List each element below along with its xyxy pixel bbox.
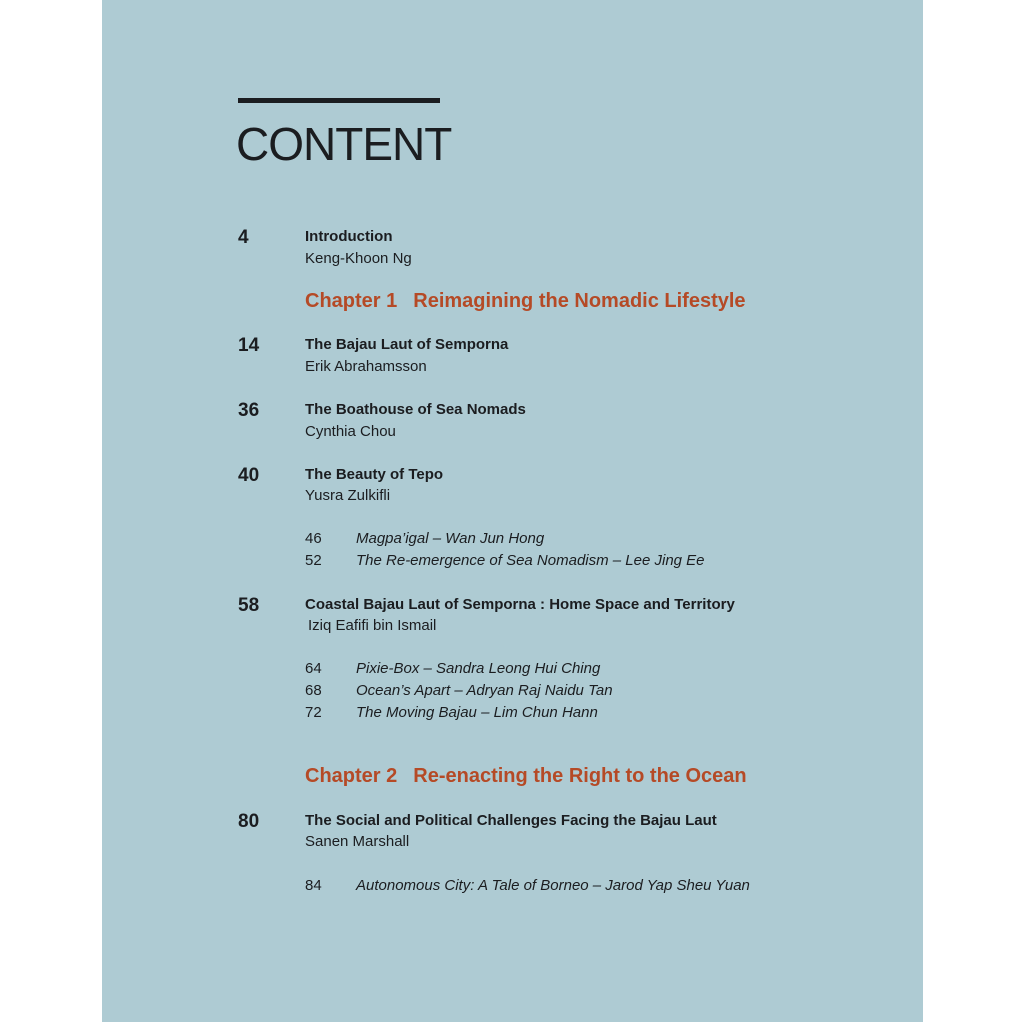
entry-author: Erik Abrahamsson (305, 358, 427, 375)
entry-title: Introduction (305, 228, 393, 245)
entry-author: Yusra Zulkifli (305, 487, 391, 504)
sub-entry-page-number: 52 (305, 552, 322, 569)
entry-title: The Boathouse of Sea Nomads (305, 401, 526, 418)
chapter-heading (305, 765, 747, 788)
entry-title: The Bajau Laut of Semporna (305, 336, 509, 353)
entry-page-number: 58 (238, 595, 260, 616)
chapter-number: Chapter 2 (305, 765, 398, 787)
chapter-title: Re-enacting the Right to the Ocean (413, 765, 747, 787)
entry-author: Sanen Marshall (305, 833, 410, 850)
sub-entry-text: Pixie-Box – Sandra Leong Hui Ching (356, 660, 601, 677)
sub-entry-text: Autonomous City: A Tale of Borneo – Jarod Yap Sheu Yuan (356, 877, 750, 894)
entry-title: The Beauty of Tepo (305, 466, 444, 483)
entry-author: Cynthia Chou (305, 423, 396, 440)
page-title: CONTENT (236, 118, 452, 170)
entry-title: The Social and Political Challenges Facing the Bajau Laut (305, 812, 717, 829)
sub-entry-page-number: 72 (305, 704, 322, 721)
entry-author: Keng-Khoon Ng (305, 250, 412, 267)
contents-page (102, 0, 923, 1022)
entry-page-number: 4 (238, 227, 249, 248)
sub-entry-text: Ocean’s Apart – Adryan Raj Naidu Tan (356, 682, 613, 699)
entry-title: Coastal Bajau Laut of Semporna : Home Space and Territory (305, 596, 735, 613)
chapter-number: Chapter 1 (305, 290, 398, 312)
sub-entry-page-number: 64 (305, 660, 322, 677)
chapter-title: Reimagining the Nomadic Lifestyle (413, 290, 746, 312)
sub-entry-page-number: 46 (305, 530, 322, 547)
entry-page-number: 80 (238, 811, 260, 832)
entry-page-number: 40 (238, 465, 260, 486)
sub-entry-page-number: 84 (305, 877, 322, 894)
sub-entry-text: The Re-emergence of Sea Nomadism – Lee Jing Ee (356, 552, 705, 569)
chapter-heading (305, 290, 746, 313)
title-rule (238, 98, 440, 103)
entry-author: Iziq Eafifi bin Ismail (308, 617, 437, 634)
sub-entry-text: Magpa’igal – Wan Jun Hong (356, 530, 545, 547)
entry-page-number: 36 (238, 400, 260, 421)
sub-entry-text: The Moving Bajau – Lim Chun Hann (356, 704, 598, 721)
sub-entry-page-number: 68 (305, 682, 322, 699)
entry-page-number: 14 (238, 335, 260, 356)
